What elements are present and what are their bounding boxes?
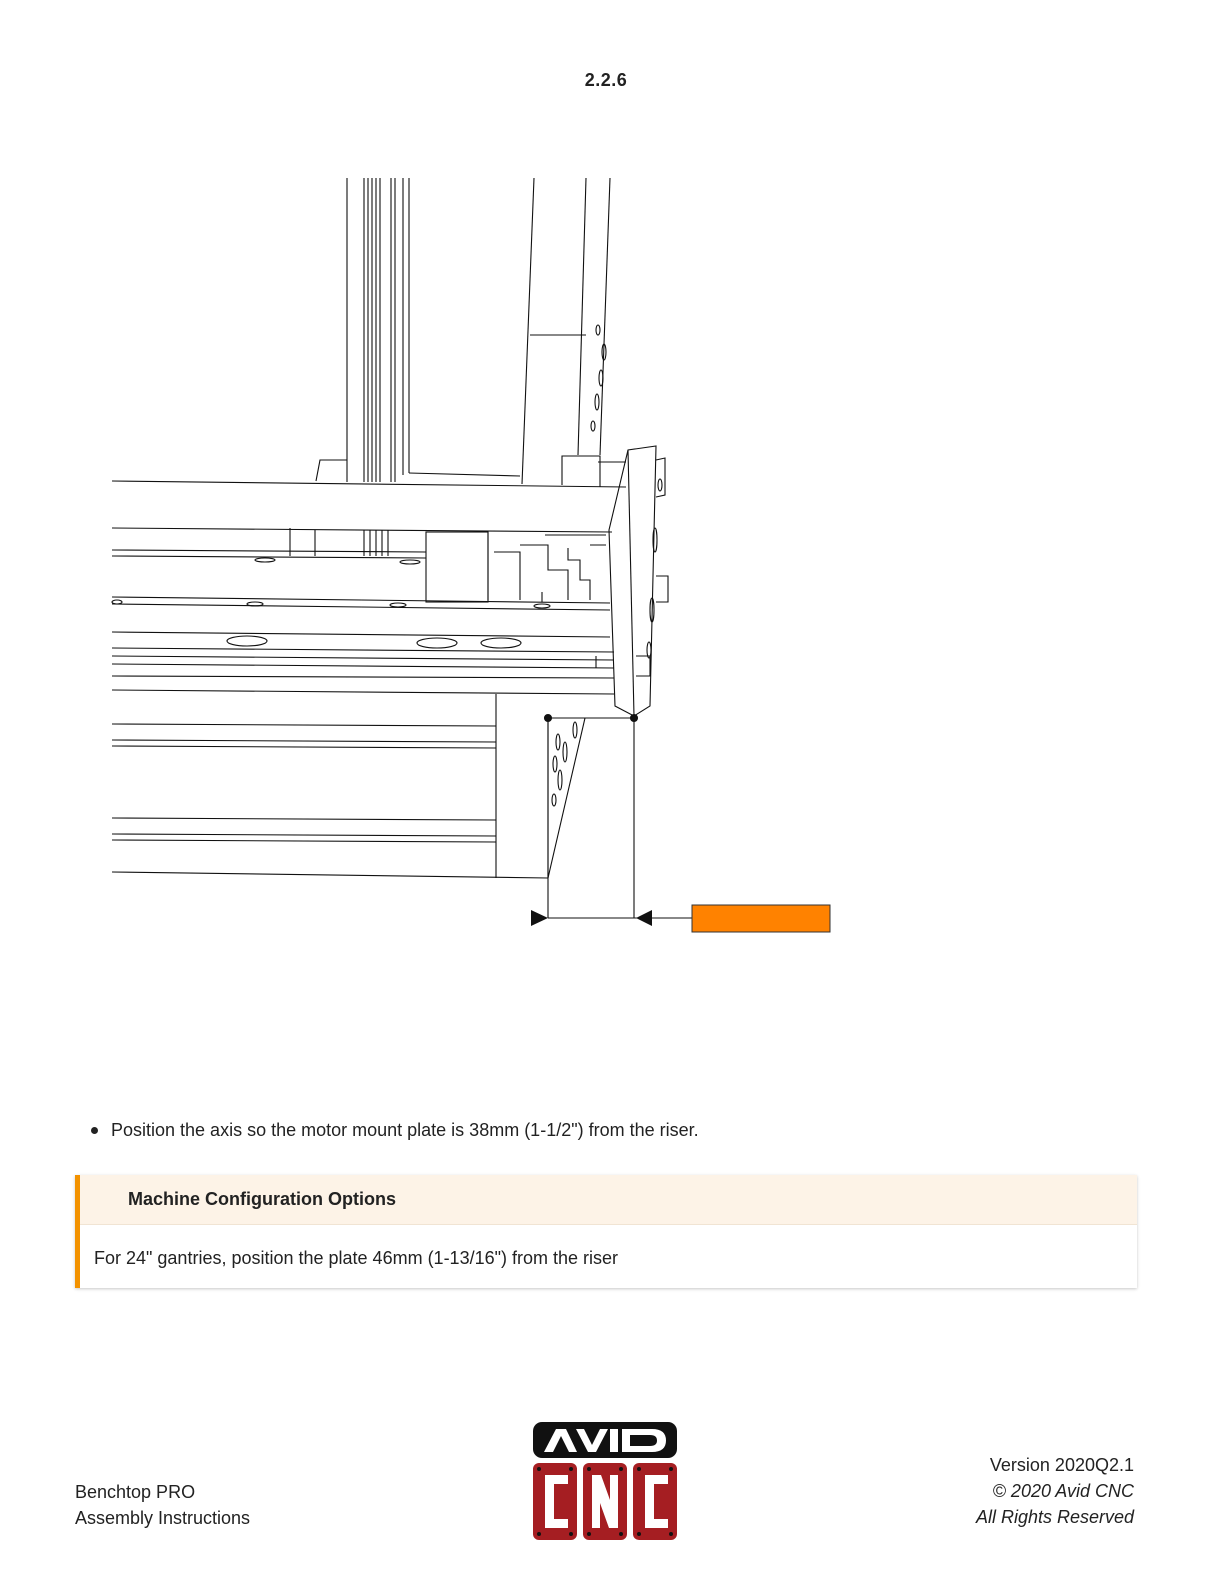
vertical-extrusion: [347, 178, 520, 482]
footer-version: Version 2020Q2.1: [989, 1455, 1134, 1475]
footer-document-title: [75, 1479, 250, 1531]
avid-cnc-logo: [532, 1420, 678, 1542]
carriage-blocks: [426, 456, 626, 602]
step-number: 2.2.6: [584, 70, 628, 90]
lower-rails: [112, 597, 614, 694]
upper-rail: [112, 460, 626, 564]
callout-body: For 24" gantries, position the plate 46mm (1-13/16") from the riser: [94, 1248, 619, 1268]
assembly-diagram: [100, 170, 860, 960]
footer-product: Benchtop PRO: [75, 1482, 196, 1502]
base-and-riser: [112, 694, 585, 878]
callout-title: Machine Configuration Options: [80, 1175, 1137, 1225]
footer-version-block: [976, 1452, 1134, 1530]
instruction-list: [88, 1117, 1144, 1143]
footer-copyright: © 2020 Avid CNC: [992, 1481, 1134, 1501]
footer-rights: All Rights Reserved: [975, 1507, 1134, 1527]
config-options-callout: [75, 1175, 1137, 1288]
instruction-item: Position the axis so the motor mount plate is 38mm (1-1/2") from the riser.: [88, 1117, 1144, 1143]
dimension-callout-box: [692, 905, 830, 932]
gantry-side-plate: [522, 178, 610, 484]
dimension-lines: [531, 715, 692, 927]
footer-doc-type: Assembly Instructions: [75, 1508, 251, 1528]
